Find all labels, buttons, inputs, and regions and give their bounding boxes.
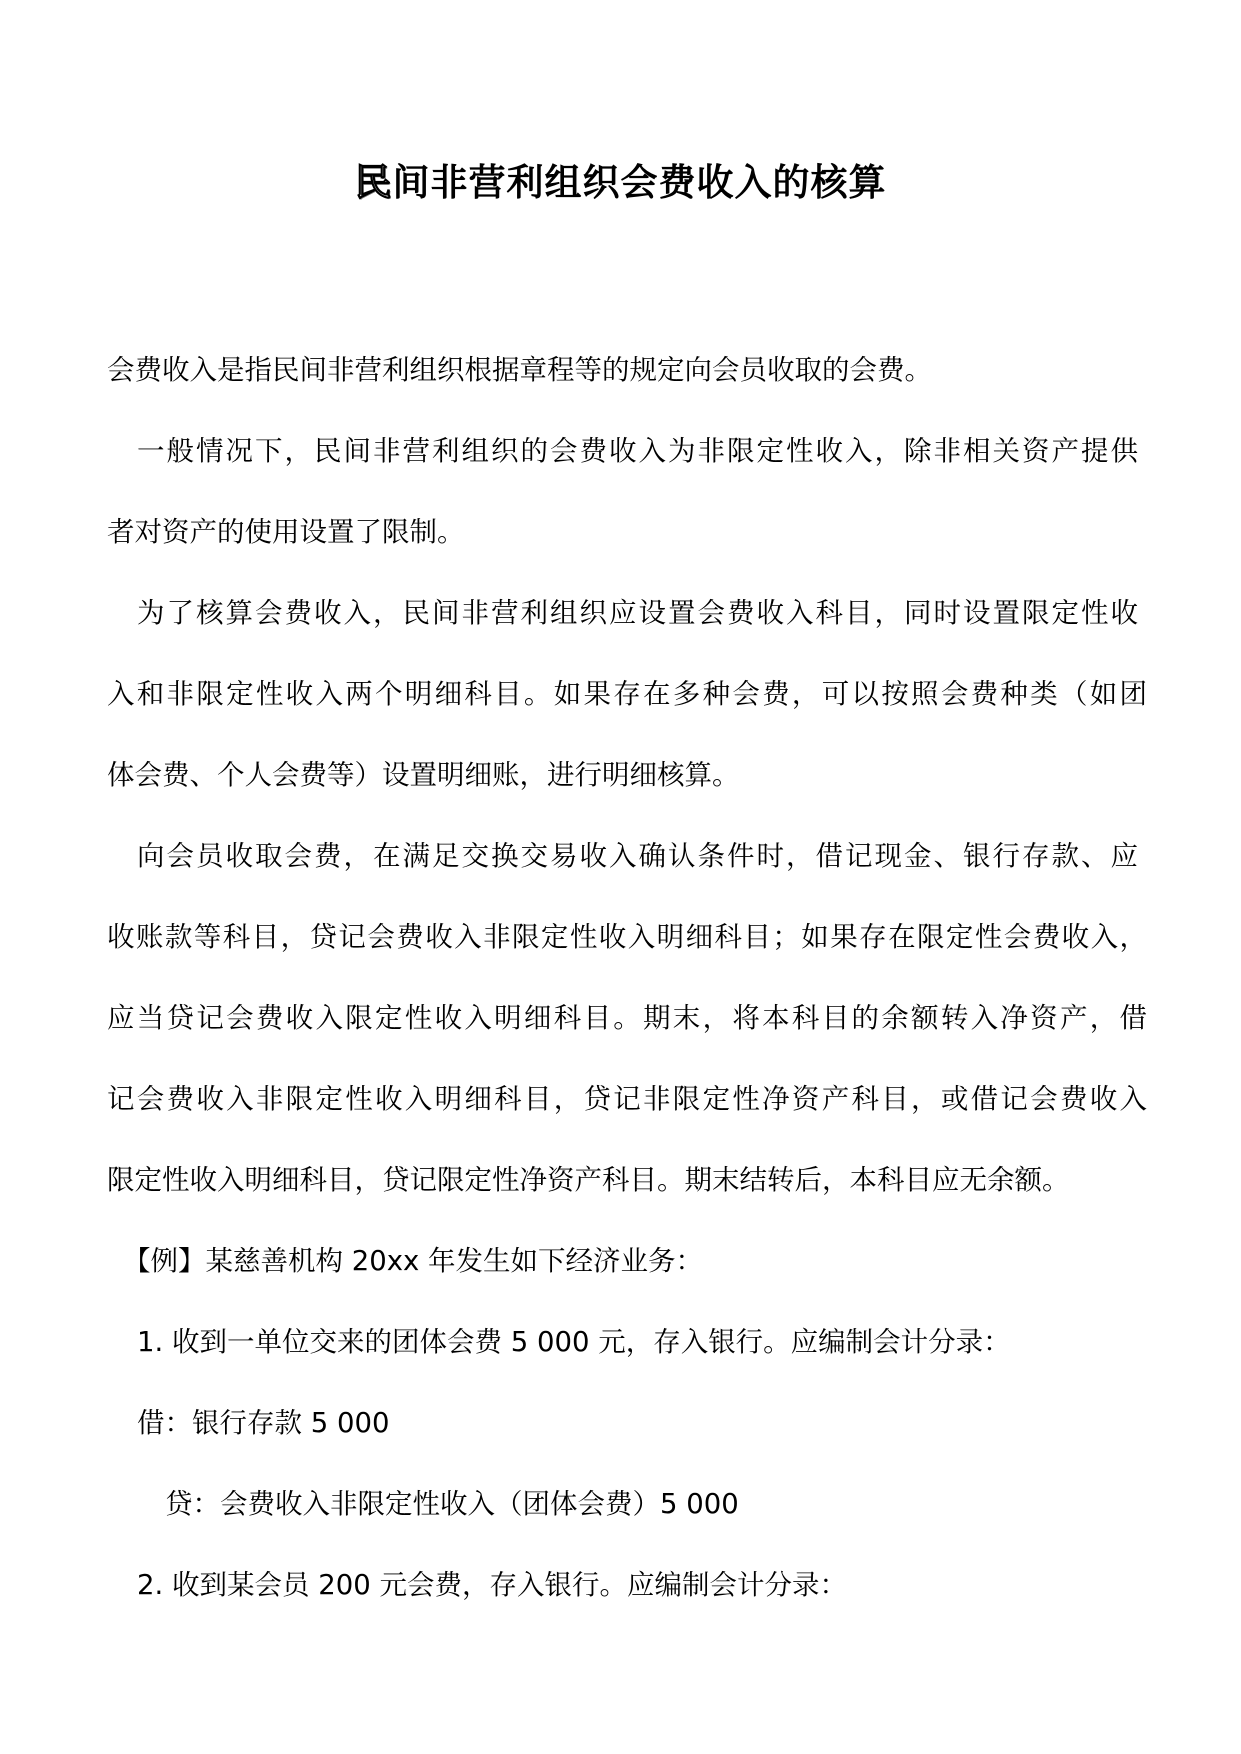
journal-entry-debit: 借：银行存款 5 000 <box>137 1407 390 1439</box>
paragraph-line: 者对资产的使用设置了限制。 <box>107 516 465 548</box>
paragraph-line: 一般情况下，民间非营利组织的会费收入为非限定性收入，除非相关资产提供 <box>137 435 1138 467</box>
paragraph-line: 向会员收取会费，在满足交换交易收入确认条件时，借记现金、银行存款、应 <box>137 840 1138 872</box>
paragraph-line: 会费收入是指民间非营利组织根据章程等的规定向会员收取的会费。 <box>107 354 932 386</box>
paragraph-line: 入和非限定性收入两个明细科目。如果存在多种会费，可以按照会费种类（如团 <box>107 678 1147 710</box>
example-item: 2. 收到某会员 200 元会费，存入银行。应编制会计分录： <box>137 1569 847 1601</box>
paragraph-line: 限定性收入明细科目，贷记限定性净资产科目。期末结转后，本科目应无余额。 <box>107 1164 1070 1196</box>
paragraph-line: 记会费收入非限定性收入明细科目，贷记非限定性净资产科目，或借记会费收入 <box>107 1083 1147 1115</box>
title-first-char: 民 <box>354 161 393 204</box>
document-title <box>0 158 1241 208</box>
example-item: 1. 收到一单位交来的团体会费 5 000 元，存入银行。应编制会计分录： <box>137 1326 1011 1358</box>
paragraph-line: 为了核算会费收入，民间非营利组织应设置会费收入科目，同时设置限定性收 <box>137 597 1138 629</box>
paragraph-line: 应当贷记会费收入限定性收入明细科目。期末，将本科目的余额转入净资产，借 <box>107 1002 1147 1034</box>
paragraph-line: 体会费、个人会费等）设置明细账，进行明细核算。 <box>107 759 740 791</box>
title-text: 间非营利组织会费收入的核算 <box>392 161 887 204</box>
paragraph-line: 收账款等科目，贷记会费收入非限定性收入明细科目；如果存在限定性会费收入， <box>107 921 1147 953</box>
example-heading: 【例】某慈善机构 20xx 年发生如下经济业务： <box>123 1245 704 1277</box>
journal-entry-credit: 贷：会费收入非限定性收入（团体会费）5 000 <box>165 1488 739 1520</box>
